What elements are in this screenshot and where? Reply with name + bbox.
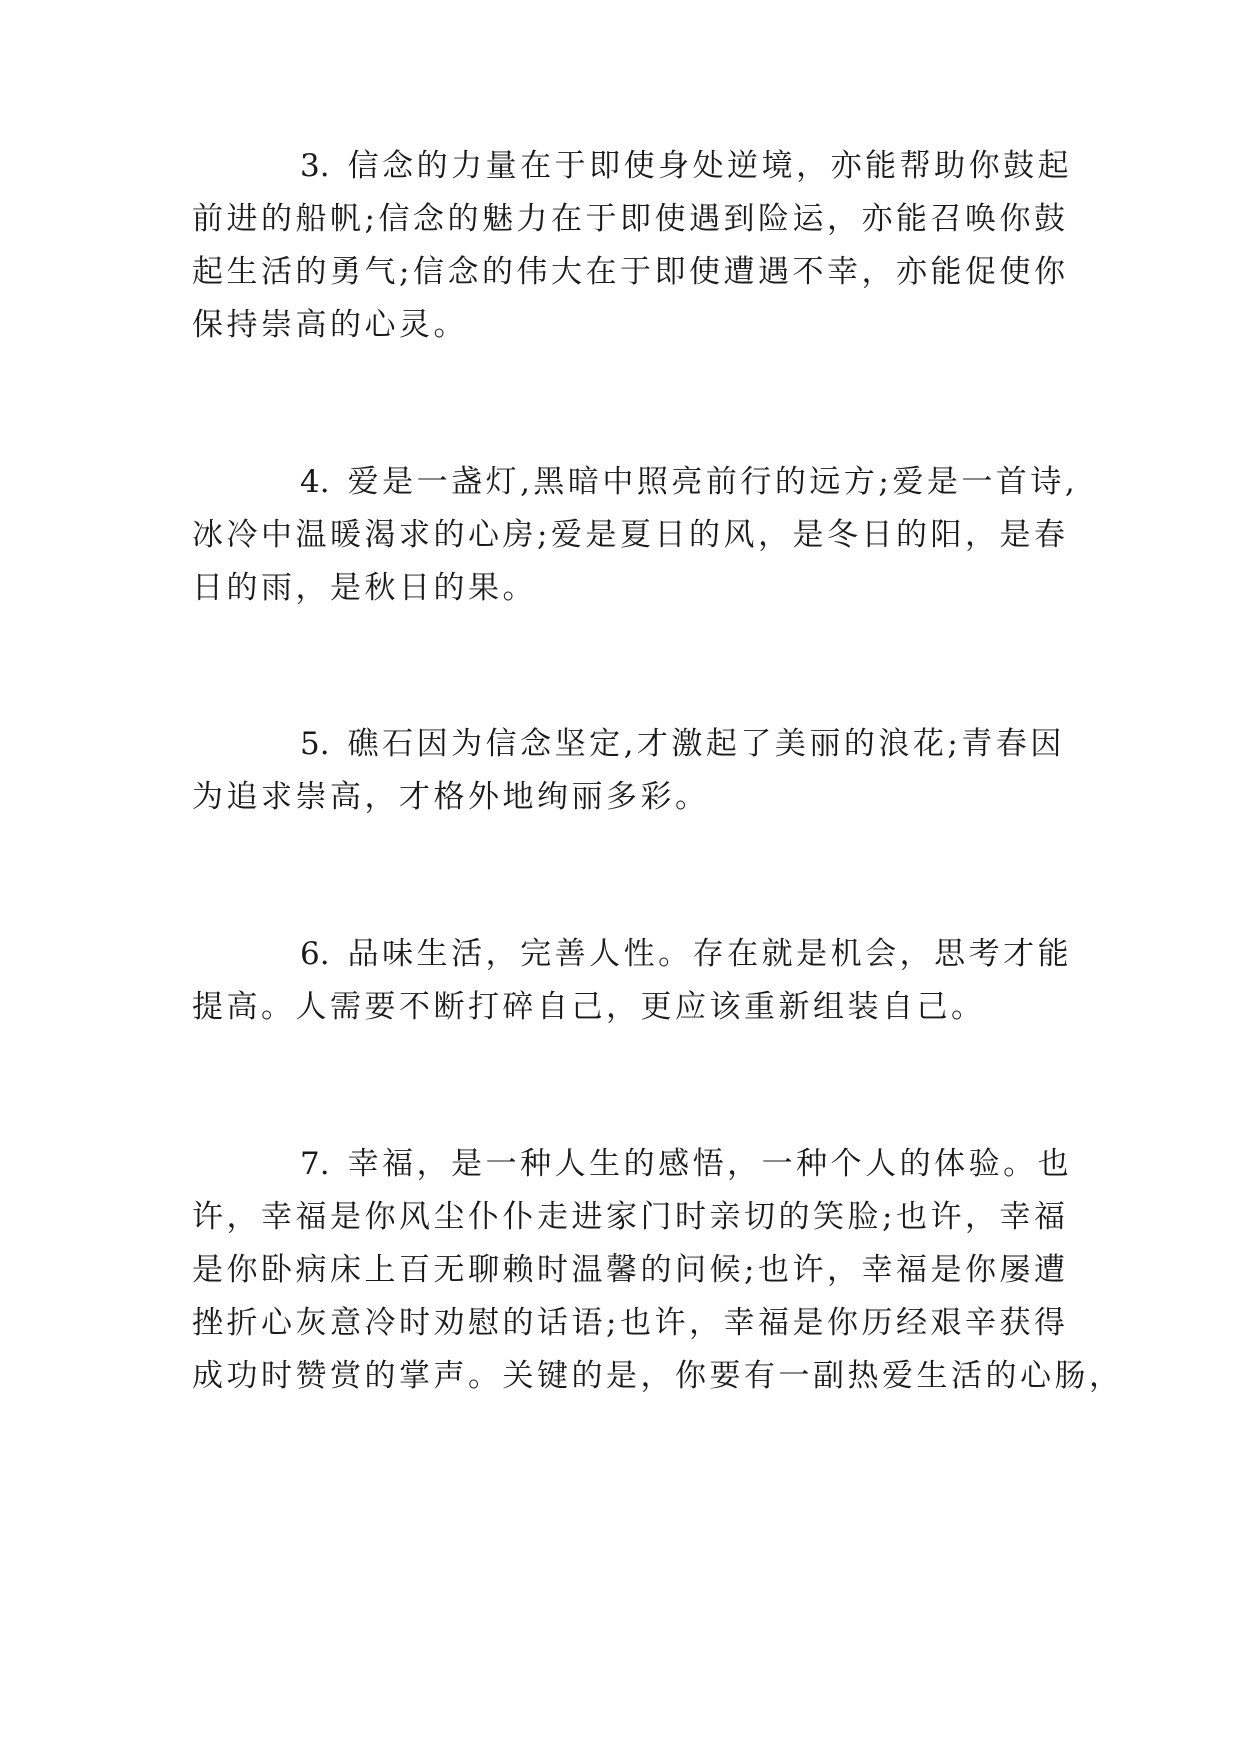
paragraph-6-line-1 [300, 925, 1073, 983]
paragraph-4-line-1 [300, 453, 1079, 511]
paragraph-5-text: 礁石因为信念坚定,才激起了美丽的浪花;青春因 [347, 726, 1065, 762]
paragraph-5-line-2: 为追求崇高，才格外地绚丽多彩。 [192, 779, 710, 815]
paragraph-4-text: 爱是一盏灯,黑暗中照亮前行的远方;爱是一首诗, [347, 464, 1079, 500]
paragraph-6-line-2: 提高。人需要不断打碎自己，更应该重新组装自己。 [192, 989, 986, 1025]
paragraph-7-line-1 [300, 1135, 1073, 1193]
paragraph-5-number: 5. [300, 726, 330, 762]
paragraph-3-line-1 [300, 137, 1073, 195]
paragraph-3-line-3: 起生活的勇气;信念的伟大在于即使遭遇不幸，亦能促使你 [192, 254, 1069, 290]
paragraph-3-text: 信念的力量在于即使身处逆境，亦能帮助你鼓起 [347, 148, 1073, 184]
paragraph-7-line-3: 是你卧病床上百无聊赖时温馨的问候;也许，幸福是你屡遭 [192, 1252, 1069, 1288]
paragraph-6-text: 品味生活，完善人性。存在就是机会，思考才能 [347, 936, 1073, 972]
paragraph-7-line-2: 许，幸福是你风尘仆仆走进家门时亲切的笑脸;也许，幸福 [192, 1199, 1069, 1235]
paragraph-7-line-4: 挫折心灰意冷时劝慰的话语;也许，幸福是你历经艰辛获得 [192, 1305, 1069, 1341]
paragraph-4-number: 4. [300, 464, 330, 500]
paragraph-3-number: 3. [300, 148, 330, 184]
paragraph-6-number: 6. [300, 936, 330, 972]
paragraph-3-line-2: 前进的船帆;信念的魅力在于即使遇到险运，亦能召唤你鼓 [192, 201, 1069, 237]
paragraph-7-text: 幸福，是一种人生的感悟，一种个人的体验。也 [347, 1146, 1073, 1182]
paragraph-7-line-5: 成功时赞赏的掌声。关键的是，你要有一副热爱生活的心肠， [192, 1358, 1124, 1394]
paragraph-3-line-4: 保持崇高的心灵。 [192, 307, 468, 343]
paragraph-4-line-2: 冰冷中温暖渴求的心房;爱是夏日的风，是冬日的阳，是春 [192, 517, 1069, 553]
paragraph-4-line-3: 日的雨，是秋日的果。 [192, 570, 537, 606]
paragraph-5-line-1 [300, 715, 1065, 773]
paragraph-7-number: 7. [300, 1146, 330, 1182]
